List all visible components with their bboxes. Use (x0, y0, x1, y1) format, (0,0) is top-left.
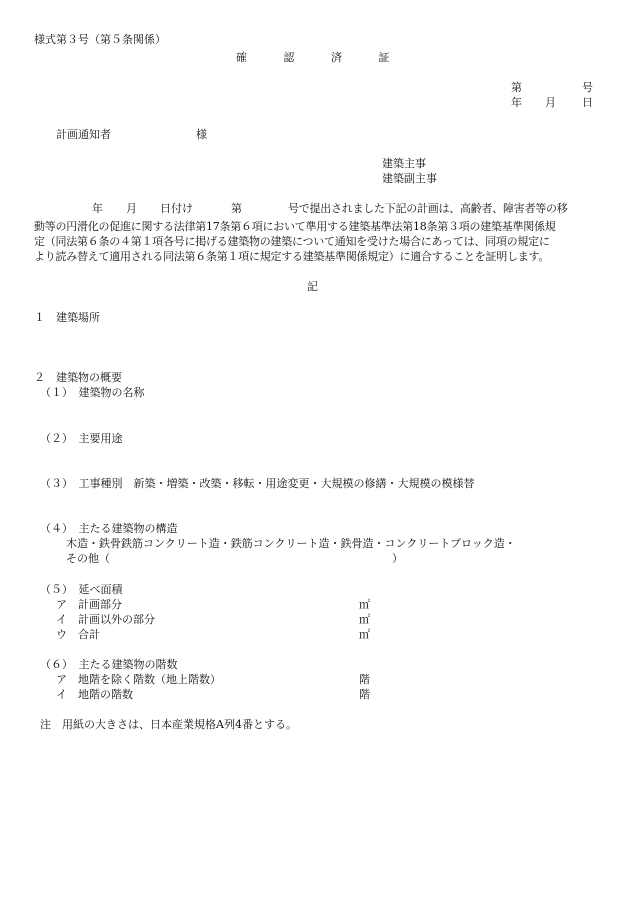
date-day: 日 (582, 96, 593, 109)
item4-other-open: その他（ (66, 552, 110, 565)
item4-other-close: ） (392, 552, 403, 565)
item4-structure-options: 木造・鉄骨鉄筋コンクリート造・鉄筋コンクリート造・鉄骨造・コンクリートブロック造・ (66, 537, 516, 550)
body-dai: 第 (231, 202, 242, 215)
addressee-honorific: 様 (196, 128, 207, 141)
form-number: 様式第３号（第５条関係） (34, 33, 166, 46)
body-hizuke: 日付け (160, 202, 193, 215)
area-row-label: ア 計画部分 (56, 598, 122, 611)
section2-heading: ２ 建築物の概要 (34, 371, 122, 384)
body-line2: 動等の円滑化の促進に関する法律第17条第６項において準用する建築基準法第18条第３項の建築基準関係規 (34, 220, 556, 233)
area-row-unit: ㎡ (359, 598, 370, 611)
area-row-label: ウ 合計 (56, 628, 100, 641)
body-line4: より読み替えて適用される同法第６条第１項に規定する建築基準関係規定）に適合することを証明します。 (34, 250, 550, 263)
body-tsuki: 月 (126, 202, 137, 215)
document-title (236, 51, 390, 65)
item1-building-name: （１） 建築物の名称 (40, 386, 145, 399)
area-row-unit: ㎡ (359, 628, 370, 641)
floors-row-label: イ 地階の階数 (56, 688, 133, 701)
title-char: 確 (236, 51, 247, 64)
section1-heading: １ 建築場所 (34, 311, 100, 324)
area-row-label: イ 計画以外の部分 (56, 613, 155, 626)
item4-structure-heading: （４） 主たる建築物の構造 (40, 522, 178, 535)
issuer-line2: 建築副主事 (382, 172, 437, 185)
body-nen: 年 (92, 202, 103, 215)
issuer-line1: 建築主事 (382, 157, 426, 170)
floors-row-unit: 階 (359, 688, 370, 701)
date-month: 月 (545, 96, 556, 109)
item2-main-use: （２） 主要用途 (40, 432, 123, 445)
title-char: 認 (283, 51, 295, 64)
title-char: 証 (378, 51, 390, 64)
item6-floors-heading: （６） 主たる建築物の階数 (40, 658, 178, 671)
ki-heading: 記 (307, 280, 318, 293)
paper-size-note: 注 用紙の大きさは、日本産業規格A列4番とする。 (40, 718, 297, 731)
area-row-unit: ㎡ (359, 613, 370, 626)
item5-area-heading: （５） 延べ面積 (40, 583, 123, 596)
addressee-label: 計画通知者 (56, 128, 111, 141)
floors-row-label: ア 地階を除く階数（地上階数） (56, 673, 221, 686)
floors-row-unit: 階 (359, 673, 370, 686)
number-dai: 第 (511, 81, 522, 94)
body-line3: 定（同法第６条の４第１項各号に掲げる建築物の建築について通知を受けた場合にあっては、同項の規定に (34, 235, 550, 248)
item3-work-type: （３） 工事種別 新築・増築・改築・移転・用途変更・大規模の修繕・大規模の模様替 (40, 477, 475, 490)
date-year: 年 (511, 96, 522, 109)
title-char: 済 (331, 51, 342, 64)
number-go: 号 (582, 81, 593, 94)
body-line1: 号で提出されました下記の計画は、高齢者、障害者等の移 (288, 202, 568, 215)
